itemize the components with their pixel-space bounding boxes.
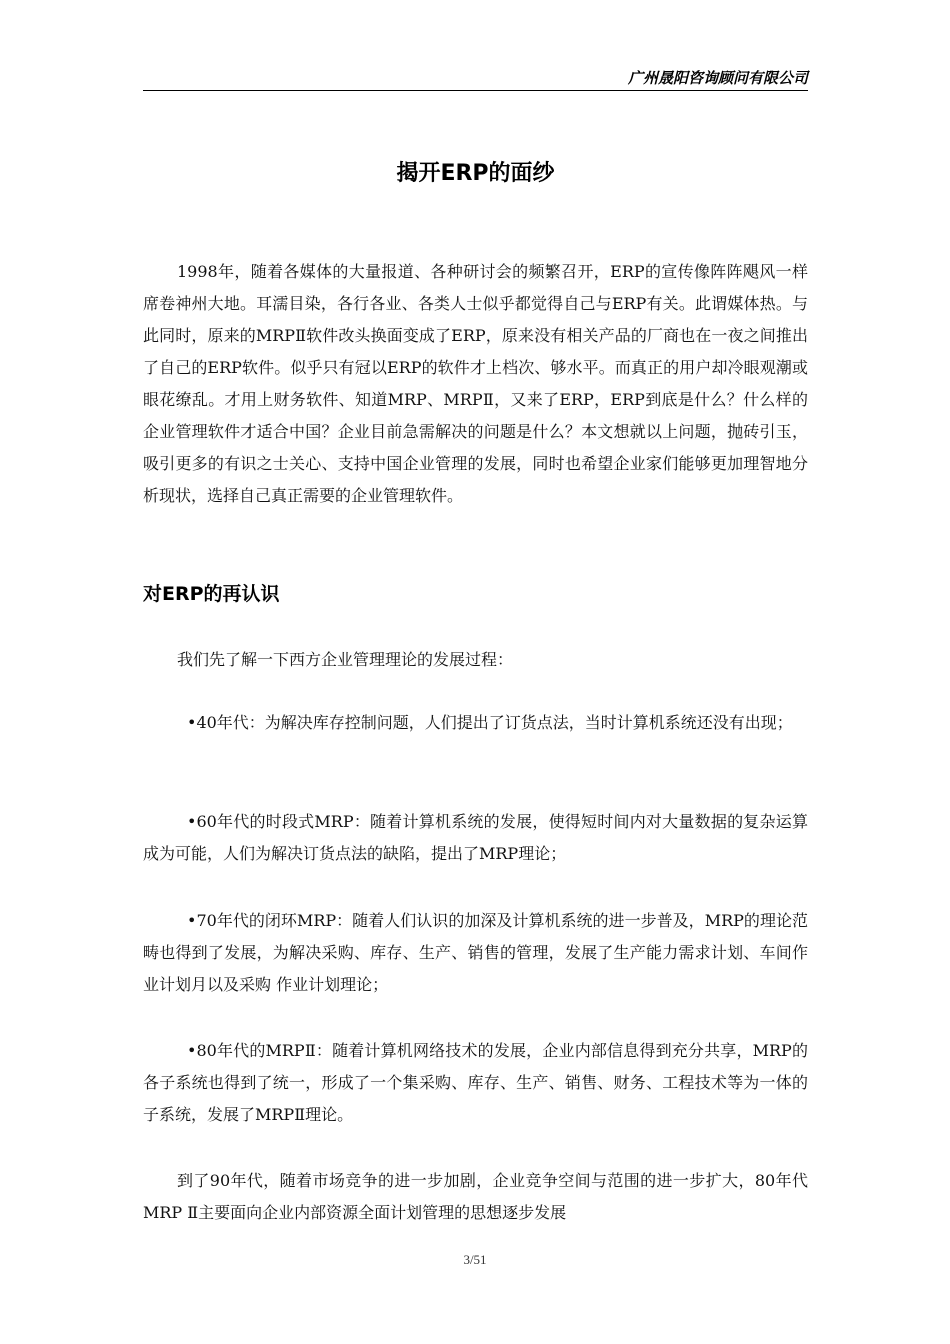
intro-paragraph: 1998年，随着各媒体的大量报道、各种研讨会的频繁召开，ERP的宣传像阵阵飓风一样席卷神州大地。耳濡目染，各行各业、各类人士似乎都觉得自己与ERP有关。此谓媒体热。与此同时，原来的MRPⅡ软件改头换面变成了ERP，原来没有相关产品的厂商也在一夜之间推出了自己的ERP软件。似乎只有冠以ERP的软件才上档次、够水平。而真正的用户却冷眼观潮或眼花缭乱。才用上财务软件、知道MRP、MRPⅡ，又来了ERP，ERP到底是什么？什么样的企业管理软件才适合中国？企业目前急需解决的问题是什么？本文想就以上问题，抛砖引玉，吸引更多的有识之士关心、支持中国企业管理的发展，同时也希望企业家们能够更加理智地分析现状，选择自己真正需要的企业管理软件。 bbox=[143, 262, 808, 505]
bullet-item-40s: •40年代：为解决库存控制问题，人们提出了订货点法，当时计算机系统还没有出现； bbox=[187, 713, 793, 732]
page-number: 3/51 bbox=[463, 1252, 487, 1267]
section-lead-paragraph: 我们先了解一下西方企业管理理论的发展过程： bbox=[177, 650, 514, 669]
bullet-item-60s: •60年代的时段式MRP：随着计算机系统的发展，使得短时间内对大量数据的复杂运算成为可能，人们为解决订货点法的缺陷，提出了MRP理论； bbox=[143, 812, 808, 863]
section-heading: 对ERP的再认识 bbox=[143, 583, 280, 605]
document-title: 揭开ERP的面纱 bbox=[396, 161, 555, 186]
bullet-item-70s: •70年代的闭环MRP：随着人们认识的加深及计算机系统的进一步普及，MRP的理论范畴也得到了发展，为解决采购、库存、生产、销售的管理，发展了生产能力需求计划、车间作业计划月以及采购 作业计划理论； bbox=[143, 911, 808, 994]
closing-paragraph: 到了90年代，随着市场竞争的进一步加剧，企业竞争空间与范围的进一步扩大，80年代MRP Ⅱ主要面向企业内部资源全面计划管理的思想逐步发展 bbox=[143, 1171, 808, 1222]
header-company-name: 广州晟阳咨询顾问有限公司 bbox=[627, 69, 808, 87]
page-header bbox=[143, 68, 808, 91]
bullet-item-80s: •80年代的MRPⅡ：随着计算机网络技术的发展，企业内部信息得到充分共享，MRP的各子系统也得到了统一，形成了一个集采购、库存、生产、销售、财务、工程技术等为一体的子系统，发展了MRPⅡ理论。 bbox=[143, 1041, 808, 1124]
